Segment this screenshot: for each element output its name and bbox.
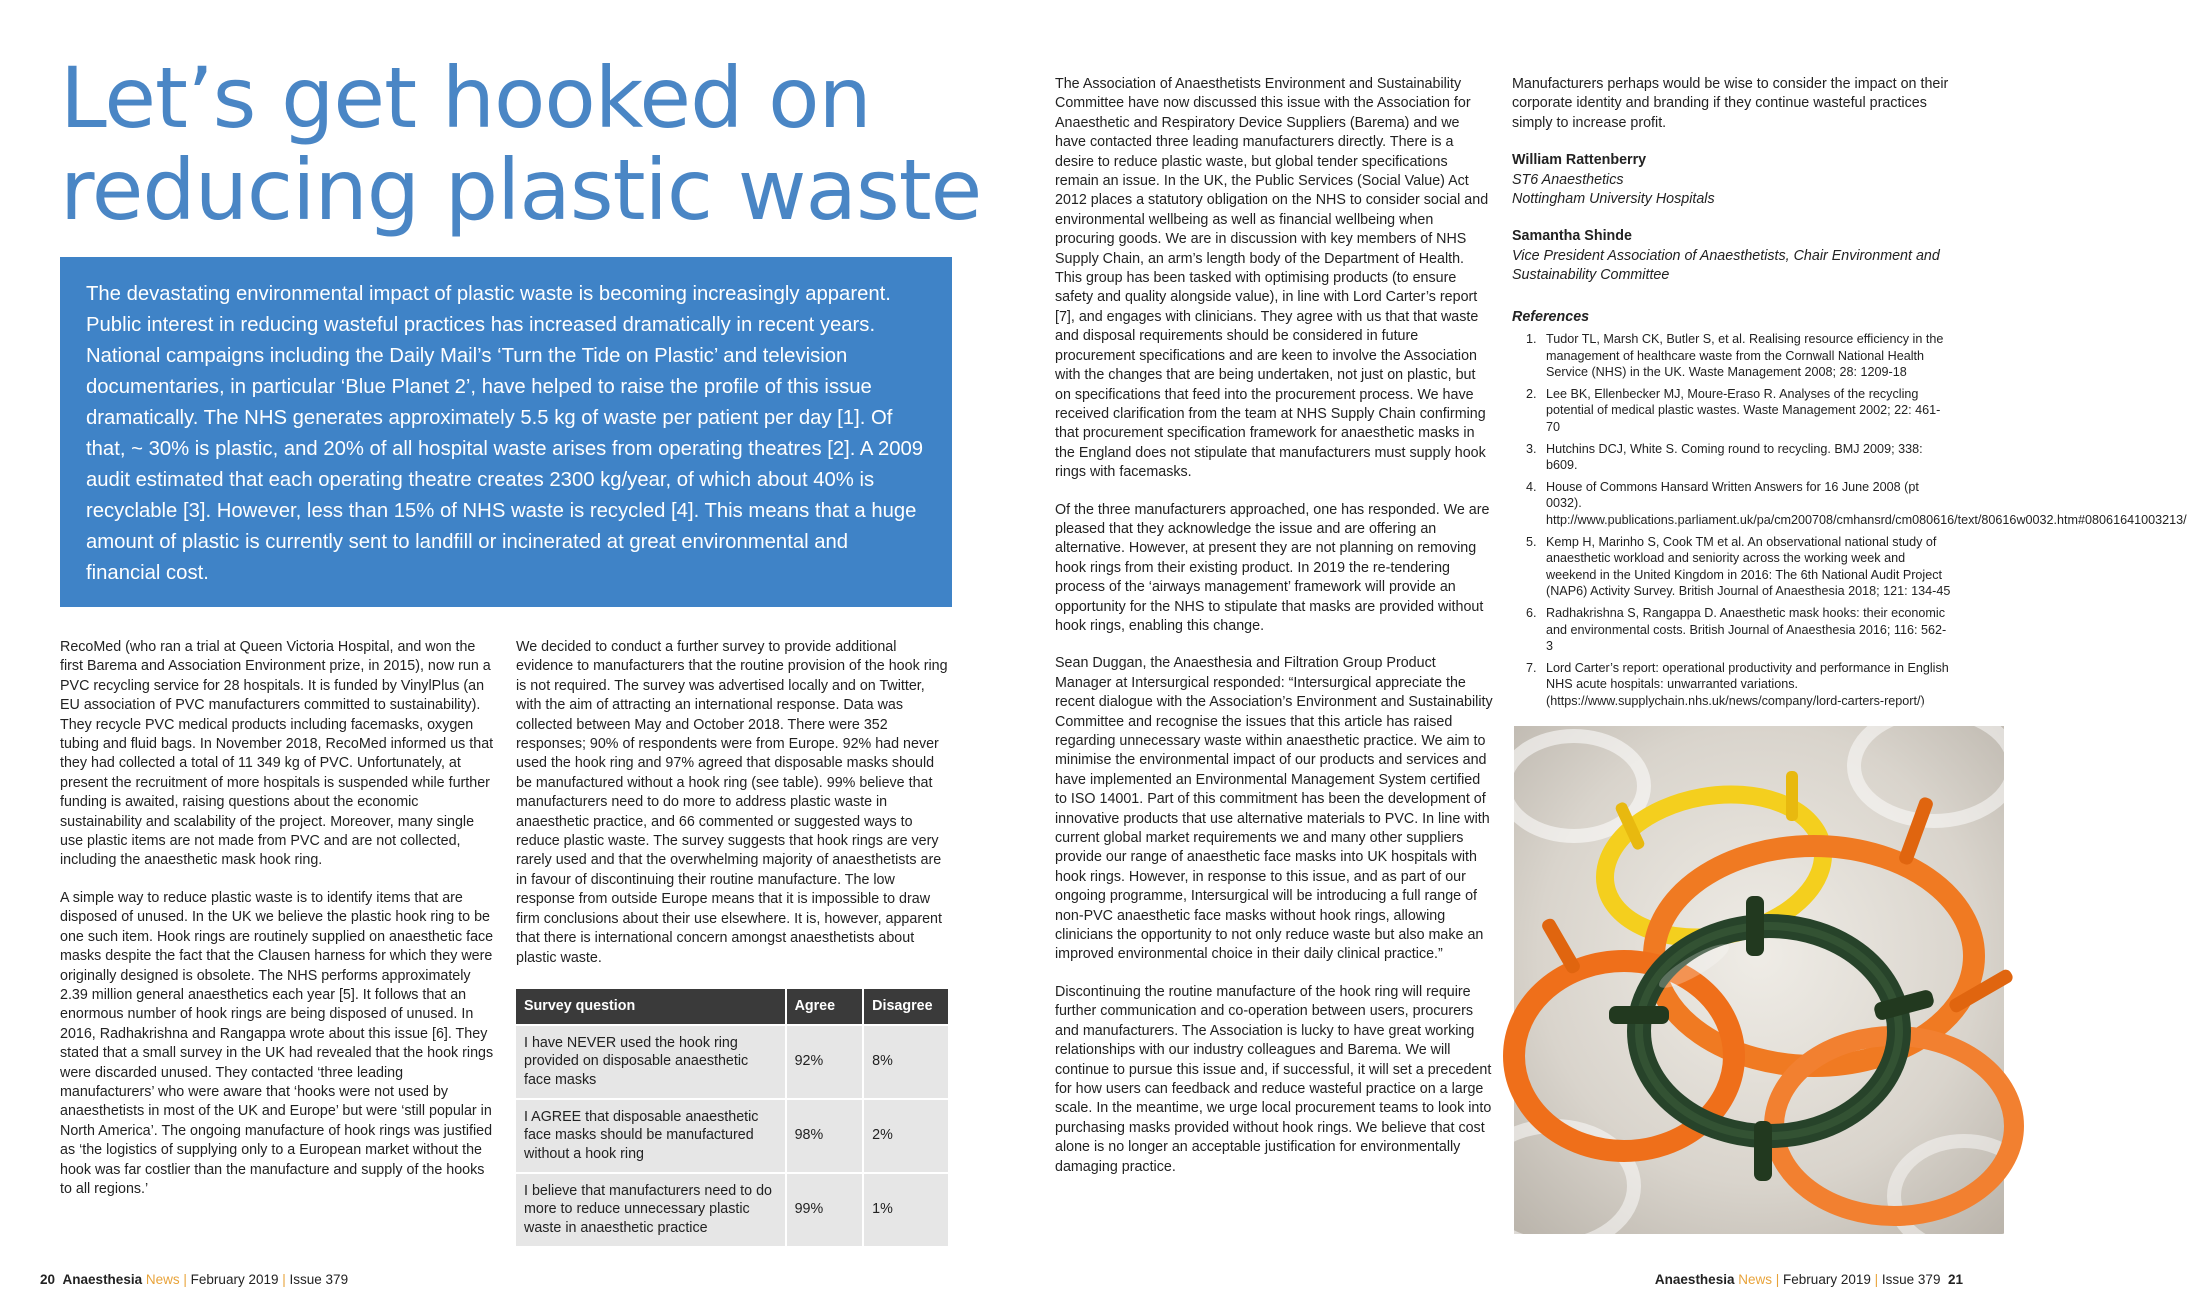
author-role: ST6 Anaesthetics bbox=[1512, 171, 1624, 188]
footer-issue: Issue 379 bbox=[289, 1272, 349, 1287]
standfirst-box bbox=[60, 257, 952, 607]
header-disagree: Disagree bbox=[864, 989, 948, 1024]
survey-question-cell: I have NEVER used the hook ring provided on disposable anaesthetic face masks bbox=[516, 1026, 785, 1098]
paragraph: A simple way to reduce plastic waste is to identify items that are disposed of unused. In the UK we believe the plastic hook ring to be one such item. Hook rings are routinely supplied on anaesthetic face masks despite the fact that the Clausen harness for which they were originally designed is obsolete. The NHS performs approximately 2.39 million general anaesthetics each year [5]. It follows that an enormous number of hook rings are being disposed of unused. In 2016, Radhakrishna and Rangappa wrote about this issue [6]. They stated that a small survey in the UK had revealed that the hook rings were discarded unused. They contacted ‘three leading manufacturers’ who were aware that ‘hooks were not used by anaesthetists in most of the UK and Europe’ but were ‘still popular in North America’. The ongoing manufacture of hook rings was justified as ‘the logistics of supplying only to a European market without the hook was far costlier than the manufacture and supply of the hooks to all regions.’ bbox=[60, 889, 494, 1197]
reference-item: 4. House of Commons Hansard Written Answers for 16 June 2008 (pt 0032). http://www.publications.parliament.uk/pa/cm200708/cmhansrd/cm080616/text/80616w0032.htm#08061641003213/ bbox=[1540, 479, 1952, 529]
footer-news: News bbox=[145, 1272, 180, 1287]
column-3 bbox=[1055, 75, 1493, 1195]
footer-right bbox=[1655, 1272, 1963, 1287]
reference-item: 2. Lee BK, Ellenbecker MJ, Moure-Eraso R. Analyses of the recycling potential of medical plastic wastes. Waste Management 2002; 22: 461-70 bbox=[1540, 386, 1952, 436]
footer-issue: Issue 379 bbox=[1881, 1272, 1941, 1287]
footer-date: February 2019 bbox=[1783, 1272, 1871, 1287]
footer-left bbox=[40, 1272, 348, 1287]
reference-item: 3. Hutchins DCJ, White S. Coming round to recycling. BMJ 2009; 338: b609. bbox=[1540, 441, 1952, 474]
paragraph: RecoMed (who ran a trial at Queen Victoria Hospital, and won the first Barema and Association Environment prize, in 2015), now run a PVC recycling service for 28 hospitals. It is funded by VinylPlus (an EU association of PVC manufacturers committed to sustainability). They recycle PVC medical products including facemasks, oxygen tubing and fluid bags. In November 2018, RecoMed informed us that they had collected a total of 11 349 kg of PVC. Unfortunately, at present the recruitment of more hospitals is suspended while further funding is awaited, raising questions about the economic sustainability and scalability of the project. Moreover, many single use plastic items are not made from PVC and are not collected, including the anaesthetic mask hook ring. bbox=[60, 639, 494, 869]
paragraph: Sean Duggan, the Anaesthesia and Filtration Group Product Manager at Intersurgical responded: “Intersurgical appreciate the recent dialogue with the Association’s Environment and Sustainability Committee and recognise the issues that this article has raised regarding unnecessary waste within anaesthetic practice. We aim to minimise the environmental impact of our products and services and have implemented an Environmental Management System certified to ISO 14001. Part of this commitment has been the development of innovative products that use alternative materials to PVC. In line with current global market requirements we and many other suppliers provide our range of anaesthetic face masks into UK hospitals with hook rings. However, in response to this issue, and as part of our ongoing programme, Intersurgical will be introducing a full range of non-PVC anaesthetic face masks without hook rings, allowing clinicians the opportunity to not only reduce waste but also make an improved environmental choice in their daily clinical practice.” bbox=[1055, 655, 1493, 963]
author-affiliation: Nottingham University Hospitals bbox=[1512, 191, 1715, 208]
reference-item: 7. Lord Carter’s report: operational productivity and performance in English NHS acute hospitals: unwarranted variations. (https://www.supplychain.nhs.uk/news/company/lord-carters-report/) bbox=[1540, 660, 1952, 710]
page-number-right: 21 bbox=[1947, 1272, 1963, 1287]
paragraph: The Association of Anaesthetists Environment and Sustainability Committee have now discussed this issue with the Association for Anaesthetic and Respiratory Device Suppliers (Barema) and we have contacted three leading manufacturers directly. There is a desire to reduce plastic waste, but global tender specifications remain an issue. In the UK, the Public Services (Social Value) Act 2012 places a statutory obligation on the NHS to consider social and environmental wellbeing as well as financial wellbeing when procuring goods. We are in discussion with key members of NHS Supply Chain, an arm’s length body of the Department of Health. This group has been tasked with optimising products (to ensure safety and quality alongside value), in line with Lord Carter’s report [7], and engages with clinicians. They agree with us that that waste and disposal requirements should be considered in future procurement specifications and are keen to involve the Association with the changes that are being undertaken, not just on plastic, but on specifications that feed into the procurement process. We have received clarification from the team at NHS Supply Chain confirming that procurement specification framework for anaesthetic masks in the England does not stipulate that manufacturers must supply hook rings with facemasks. bbox=[1055, 76, 1489, 481]
author-name: William Rattenberry bbox=[1512, 152, 1647, 169]
author-block bbox=[1512, 227, 1952, 285]
reference-item: 5. Kemp H, Marinho S, Cook TM et al. An observational national study of anaesthetic workload and seniority across the working week and weekend in the United Kingdom in 2016: The 6th National Audit Project (NAP6) Activity Survey. British Journal of Anaesthesia 2018; 121: 134-45 bbox=[1540, 534, 1952, 600]
footer-date: February 2019 bbox=[190, 1272, 279, 1287]
page-number-left: 20 bbox=[40, 1272, 56, 1287]
references-heading: References bbox=[1512, 308, 1590, 325]
reference-item: 1. Tudor TL, Marsh CK, Butler S, et al. Realising resource efficiency in the management of healthcare waste from the Cornwall National Health Service (NHS) in the UK. Waste Management 2008; 28: 1209-18 bbox=[1540, 331, 1952, 381]
survey-question-cell: I believe that manufacturers need to do more to reduce unnecessary plastic waste in anaesthetic practice bbox=[516, 1174, 785, 1246]
table-header-row bbox=[516, 989, 948, 1024]
paragraph: Of the three manufacturers approached, one has responded. We are pleased that they acknowledge the issue and are offering an alternative. However, at present they are not planning on removing hook rings from their existing product. In 2019 the re-tendering process of the ‘airways management’ framework will provide an opportunity for the NHS to stipulate that masks are provided without hook rings, enabling this change. bbox=[1055, 501, 1490, 634]
references-list bbox=[1512, 331, 2187, 709]
article-title: Let’s get hooked on reducing plastic waste bbox=[60, 49, 982, 239]
agree-cell: 99% bbox=[787, 1174, 863, 1246]
reference-item: 6. Radhakrishna S, Rangappa D. Anaesthetic mask hooks: their economic and environmental costs. British Journal of Anaesthesia 2016; 116: 562-3 bbox=[1540, 605, 1952, 655]
footer-separator: | bbox=[1874, 1272, 1879, 1287]
header-agree: Agree bbox=[787, 989, 863, 1024]
footer-brand: Anaesthesia bbox=[1654, 1272, 1735, 1287]
agree-cell: 92% bbox=[787, 1026, 863, 1098]
table-row bbox=[516, 1100, 948, 1172]
author-name: Samantha Shinde bbox=[1512, 228, 1632, 245]
author-block bbox=[1512, 151, 1952, 209]
column-4 bbox=[1512, 75, 2187, 715]
footer-news: News bbox=[1738, 1272, 1772, 1287]
survey-question-cell: I AGREE that disposable anaesthetic face masks should be manufactured without a hook ring bbox=[516, 1100, 785, 1172]
table-row bbox=[516, 1026, 948, 1098]
survey-table-wrapper bbox=[514, 987, 950, 1248]
survey-table bbox=[514, 987, 950, 1248]
header-survey-question: Survey question bbox=[516, 989, 785, 1024]
footer-brand: Anaesthesia bbox=[62, 1272, 143, 1287]
table-row bbox=[516, 1174, 948, 1246]
author-role: Vice President Association of Anaesthetists, Chair Environment and Sustainability Committee bbox=[1512, 247, 1940, 284]
standfirst-text: The devastating environmental impact of plastic waste is becoming increasingly apparent. Public interest in reducing wasteful practices has increased dramatically in recent years. National campaigns including the Daily Mail’s ‘Turn the Tide on Plastic’ and television documentaries, in particular ‘Blue Planet 2’, have helped to raise the profile of this issue dramatically. The NHS generates approximately 5.5 kg of waste per patient per day [1]. Of that, ~ 30% is plastic, and 20% of all hospital waste arises from operating theatres [2]. A 2009 audit estimated that each operating theatre creates 2300 kg/year, of which about 40% is recyclable [3]. However, less than 15% of NHS waste is recycled [4]. This means that a huge amount of plastic is currently sent to landfill or incinerated at great environmental and financial cost. bbox=[86, 283, 924, 584]
hook-rings-photo bbox=[1514, 726, 2004, 1234]
footer-separator: | bbox=[1775, 1272, 1780, 1287]
footer-separator: | bbox=[183, 1272, 187, 1287]
column-1 bbox=[60, 638, 498, 1217]
column-2 bbox=[516, 638, 948, 986]
disagree-cell: 1% bbox=[864, 1174, 948, 1246]
disagree-cell: 8% bbox=[864, 1026, 948, 1098]
hook-rings-illustration bbox=[1514, 726, 2004, 1234]
paragraph: Manufacturers perhaps would be wise to consider the impact on their corporate identity and branding if they continue wasteful practices simply to increase profit. bbox=[1512, 76, 1949, 131]
paragraph: We decided to conduct a further survey to provide additional evidence to manufacturers that the routine provision of the hook ring is not required. The survey was advertised locally and on Twitter, with the aim of attracting an international response. Data was collected between May and October 2018. There were 352 responses; 90% of respondents were from Europe. 92% had never used the hook ring and 97% agreed that disposable masks should be manufactured without a hook ring (see table). 99% believe that manufacturers need to do more to address plastic waste in anaesthetic practice, and 66 commented or suggested ways to reduce plastic waste. The survey suggests that hook rings are very rarely used and that the overwhelming majority of anaesthetists are in favour of discontinuing their routine manufacture. The low response from outside Europe means that it is impossible to draw firm conclusions about their use elsewhere. It is, however, apparent that there is international concern amongst anaesthetists about plastic waste. bbox=[516, 639, 948, 966]
footer-separator: | bbox=[282, 1272, 286, 1287]
agree-cell: 98% bbox=[787, 1100, 863, 1172]
paragraph: Discontinuing the routine manufacture of the hook ring will require further communication and co-operation between users, procurers and manufacturers. The Association is lucky to have great working relationships with our industry colleagues and Barema. We will continue to pursue this issue and, if successful, it will set a precedent for how users can feedback and reduce wasteful practice on a large scale. In the meantime, we urge local procurement teams to look into purchasing masks provided without hook rings. We believe that cost alone is no longer an acceptable justification for environmentally damaging practice. bbox=[1055, 983, 1492, 1175]
disagree-cell: 2% bbox=[864, 1100, 948, 1172]
